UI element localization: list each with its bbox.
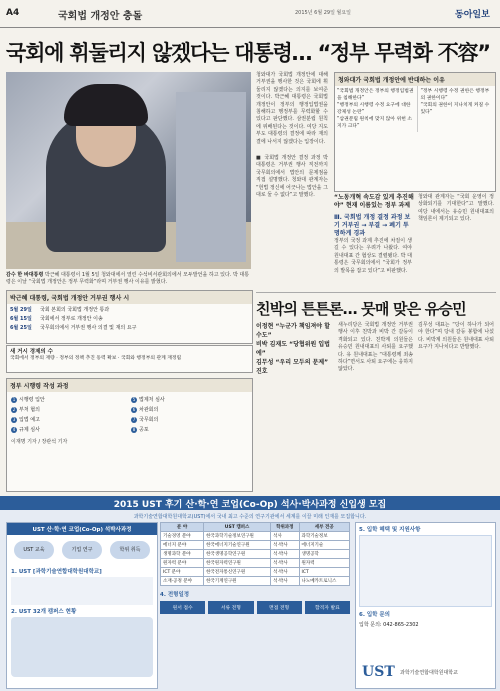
timeline-box <box>6 290 253 344</box>
counter-item: “정부 시행령 수정 권한은 행정부의 권한이다” <box>420 89 490 101</box>
ad-right-panel <box>355 522 496 689</box>
policy-step: 7 국무회의 <box>132 417 159 423</box>
table-row: 생명과학 분야 한국생명공학연구원 석·박사 생명공학 <box>161 550 350 559</box>
table-header: 세부 전공 <box>299 523 349 532</box>
ad-step: UST 교육 <box>14 541 54 559</box>
table-header: UST 캠퍼스 <box>204 523 271 532</box>
timeline-item: 6월 25일 국무회의에서 거부권 행사 의결 및 재의 요구 <box>10 325 137 331</box>
ad-table <box>160 522 350 586</box>
quote-box-title: 새 거시 경제의 수 <box>10 349 53 355</box>
table-header: 분 야 <box>161 523 204 532</box>
ad-sec2: 2. UST 32개 캠퍼스 현황 <box>11 609 77 615</box>
second-article-body: 새누리당은 국회법 개정안 거부권 행사 이후 친박과 비박 간 갈등이 격화되고 있다. 친박계 의원들은 유승민 원내대표의 사퇴를 요구했다. 유 원내대표는 “대통령께 죄송하다”면서도 사퇴 요구에는 응하지 않았다. <box>338 322 413 373</box>
subhead: 김무성 “우리 모두의 문제” 진호 <box>256 359 329 375</box>
schedule-step: 서류 전형 <box>208 601 253 614</box>
reason-box <box>334 72 496 192</box>
ad-title: 2015 UST 후기 산·학·연 코업(Co-Op) 석사·박사과정 신입생 모집 <box>113 500 387 510</box>
campus-map <box>11 617 153 677</box>
reason-item: “삼권분립 원칙에 맞지 않아 위헌 소지가 크다” <box>337 117 412 129</box>
caption-text: 박근혜 대통령이 1월 5일 청와대에서 열린 수석비서관회의에서 모두발언을 하고 있다. 박 대통령은 이날 “국회법 개정안은 정부 무력화”라며 거부권 행사 이유를 밝혔다. <box>6 272 250 285</box>
ust-logo-sub: 과학기술연합대학원대학교 <box>400 670 458 676</box>
schedule-step: 원서 접수 <box>160 601 205 614</box>
policy-step: 6 차관회의 <box>132 407 159 413</box>
timeline-item: 6월 15일 국회에서 정부로 개정안 이송 <box>10 316 103 322</box>
benefit-table <box>359 535 492 607</box>
policy-box-title: 정부 시행령 작성 과정 <box>7 379 252 392</box>
ust-logo: UST <box>362 664 395 680</box>
issue-date: 2015년 6월 29일 월요일 <box>295 10 352 16</box>
article-column-2: 정부의 국정 과제 추진에 차질이 생길 수 있다는 우려가 나왔다. 여야 원내대표 간 협상도 결렬됐다. 박 대통령은 국무회의에서 “국회가 정부의 발목을 잡고 있다”고 비판했다. <box>334 238 412 274</box>
ad-sec6: 6. 입학 문의 <box>359 612 390 618</box>
newspaper-logo: 동아일보 <box>455 10 490 20</box>
table-row: 소재·공정 분야 한국기계연구원 석·박사 나노메카트로닉스 <box>161 577 350 586</box>
policy-step: 4 규제 심사 <box>12 427 40 433</box>
ad-left-panel <box>6 522 158 689</box>
policy-step: 2 부처 협의 <box>12 407 40 413</box>
policy-step: 8 공포 <box>132 427 149 433</box>
ad-sec4: 4. 전형일정 <box>160 592 190 598</box>
caption-title: 감수 한 바대통령 <box>6 272 44 278</box>
reason-item: “국회법 개정안은 정부의 행정입법권을 침해한다” <box>337 89 414 101</box>
quote-item: 국회에서 정부의 재량 <box>10 356 55 361</box>
ad-table-wrap <box>160 522 350 614</box>
quote-item: 정부의 정책 추진 동력 확보 <box>59 356 117 361</box>
table-header: 학위과정 <box>271 523 299 532</box>
policy-box <box>6 378 253 492</box>
timeline-title: 박근혜 대통령, 국회법 개정안 거부권 행사 시 <box>7 291 252 304</box>
ad-left-title: UST 산·학·연 코업(Co-Op) 석박사과정 <box>7 523 157 535</box>
quote-item: 국회와 행정부의 관계 재정립 <box>121 356 182 361</box>
schedule-step: 면접 전형 <box>257 601 302 614</box>
ad-subtitle: 과학기술연합대학원대학교(UST)에서 국내 최고 수준의 연구기관에서 세계를 이끌 미래 인재를 모집합니다. <box>133 514 367 520</box>
byline: 이재명 기자 / 장관석 기자 <box>11 439 68 445</box>
ad-step: 학위 취득 <box>110 541 150 559</box>
ad-sec1: 1. UST [과학기술연합대학원대학교] <box>11 569 102 575</box>
article-column-3: 청와대 관계자는 “국회 운영이 정상화되기를 기대한다”고 말했다. 여당 내에서는 유승민 원내대표의 책임론이 제기되고 있다. <box>418 194 494 223</box>
counter-item: “국회의 권한이 지나치게 커질 수 있다” <box>420 103 490 115</box>
ad-sec1-body <box>11 577 153 605</box>
reason-item: “행정부의 시행령 수정 요구에 대한 강제성 논란” <box>337 103 411 115</box>
policy-step: 3 입법 예고 <box>12 417 40 423</box>
timeline-item: 5월 29일 국회 본회의 국회법 개정안 통과 <box>10 307 110 313</box>
mid-quote: “노동개혁 속도감 있게 추진해야” 현재 이름있는 정부 과제 <box>334 194 414 209</box>
ad-contact: 입학 문의: 042-865-2302 <box>359 622 419 628</box>
ad-sec5: 5. 입학 혜택 및 지원사항 <box>359 527 421 533</box>
table-row: 에너지 분야 한국에너지기술연구원 석·박사 에너지기술 <box>161 541 350 550</box>
policy-step: 1 시행령 입안 <box>12 397 45 403</box>
main-headline: 국회에 휘둘리지 않겠다는 대통령… “정부 무력화 不容” <box>6 41 490 65</box>
article-column-1b: ■ 국회법 개정안 결정 과정 박 대통령은 거부권 행사 직전까지 국무회의에서 법안의 문제점을 직접 설명했다. 청와대 관계자는 “헌법 정신에 어긋나는 법안을 그대로 둘 수 없다”고 말했다. <box>256 155 328 199</box>
second-headline: 친박의 튼튼론… 뭇매 맞은 유승민 <box>256 300 466 318</box>
table-row: ICT 분야 한국전자통신연구원 석·박사 ICT <box>161 568 350 577</box>
subhead: 이정현 “누군가 책임져야 할 수도” <box>256 323 330 339</box>
ad-step: 기업 연구 <box>62 541 102 559</box>
quote-box: 새 거시 경제의 수 국회에서 정부의 재량 · 정부의 정책 추진 동력 확보 · 국회와 행정부의 관계 재정립 <box>6 345 253 373</box>
divider <box>256 292 496 293</box>
table-row: 원자력 분야 한국원자력연구원 석·박사 원자력 <box>161 559 350 568</box>
table-row: 기술경영 분야 한국과학기술정보연구원 석사 과학기술정보 <box>161 532 350 541</box>
article-column-1: 청와대가 국회법 개정안에 대해 거부권을 행사한 것은 국회에 휘둘리지 않겠다는 의지를 보여준 것이다. 박근혜 대통령은 국회법 개정안이 정부의 행정입법권을 침해하고 행정부를 무력화할 수 있다고 판단했다. 삼권분립 원칙에 위배된다는 것이다. 여당 지도부도 대통령의 결정에 따라 재의결에 나서지 않겠다는 입장이다. <box>256 72 328 145</box>
second-article-body-2: 김무성 대표는 “당이 하나가 되어야 한다”며 당내 갈등 봉합에 나섰다. 비박계 의원들은 원내대표 사퇴 요구가 지나치다고 반발했다. <box>418 322 494 351</box>
policy-step: 5 법제처 심사 <box>132 397 165 403</box>
second-subheads <box>256 322 334 376</box>
section-title: 국회법 개정안 충돌 <box>58 11 143 22</box>
subhead: 비박 김재도 “당협위원 입법에” <box>256 341 330 357</box>
page-number: A4 <box>6 8 20 18</box>
photo-caption <box>6 272 251 286</box>
schedule-step: 합격자 발표 <box>305 601 350 614</box>
mid-heading: Ⅲ. 국회법 개정 결정 과정 보기 거부권 → 부결 → 폐기 투명하게 경과 <box>334 214 411 237</box>
president-photo <box>6 72 251 269</box>
reason-box-title: 청와대가 국회법 개정안에 반대하는 이유 <box>335 73 495 86</box>
